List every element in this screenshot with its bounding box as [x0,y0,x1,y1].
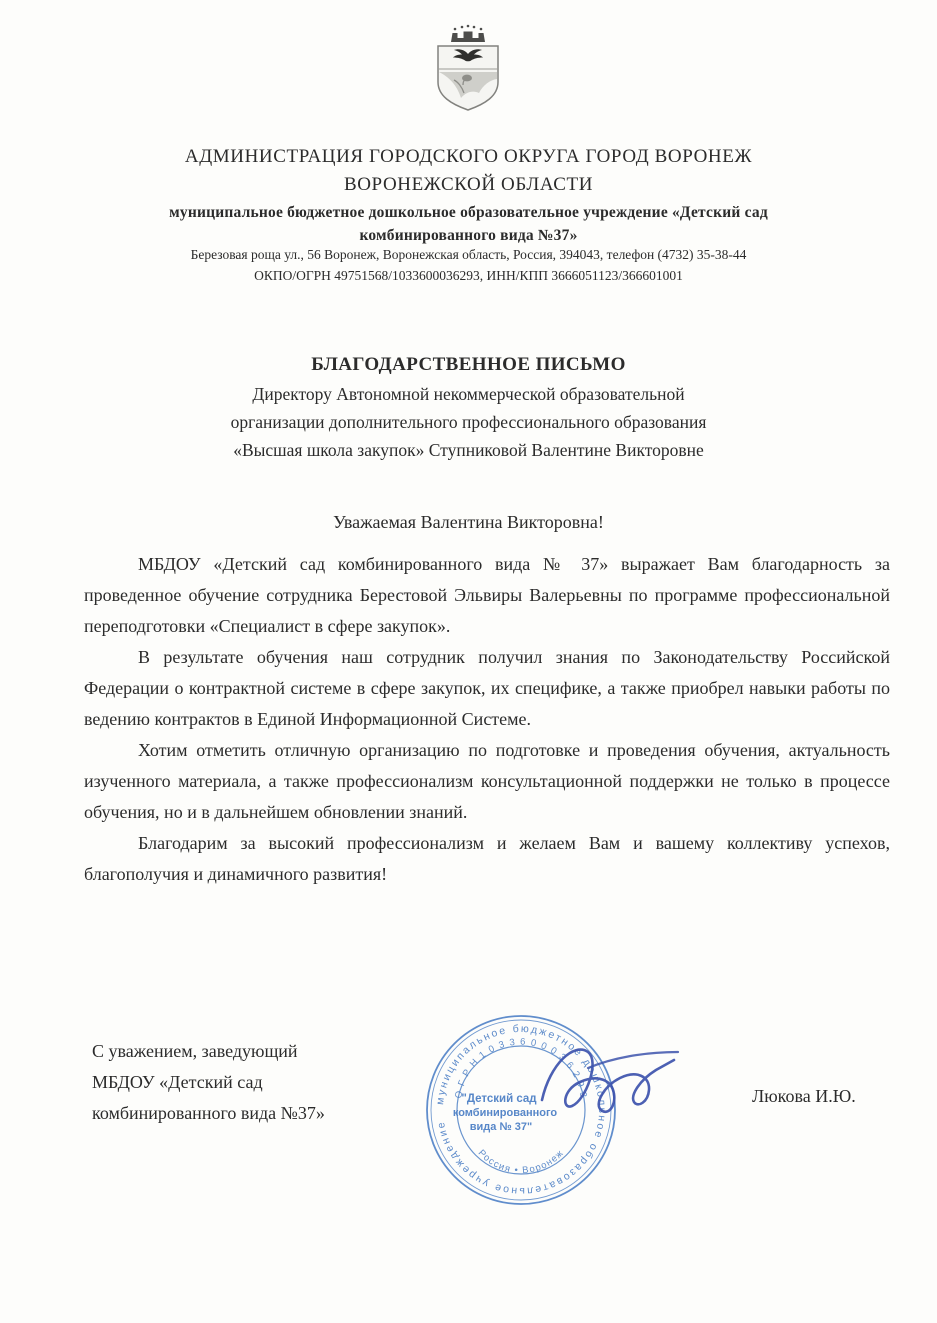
institution-address: Березовая роща ул., 56 Воронеж, Воронежская область, Россия, 394043, телефон (4732) 35-38-44 [190,247,747,262]
svg-text:Россия • Воронеж [476,1148,567,1177]
signatory-name: Люкова И.Ю. [752,1086,856,1106]
voronezh-coat-of-arms-icon [424,20,512,116]
letter-body [84,549,890,890]
institution-registration-numbers: ОКПО/ОГРН 49751568/1033600036293, ИНН/КПП 3666051123/366601001 [254,268,683,283]
institution-name-line2: комбинированного вида №37» [359,227,578,244]
stamp-center-line3: вида № 37" [469,1121,533,1133]
signature-svg [528,1022,688,1137]
stamp-center-line1: "Детский сад [461,1093,537,1105]
body-paragraph-1: МБДОУ «Детский сад комбинированного вида № 37» выражает Вам благодарность за проведенное обучение сотрудника Берестовой Эльвиры Валерьевны по программе профессиональной переподготовки «Специалист в сфере закупок». [84,554,890,636]
letter-title: БЛАГОДАРСТВЕННОЕ ПИСЬМО [311,354,626,375]
salutation: Уважаемая Валентина Викторовна! [333,512,604,532]
body-paragraph-3: Хотим отметить отличную организацию по подготовке и проведения обучения, актуальность изученного материала, а также профессионализм консультационной поддержки не только в процессе обучения, но и в дальнейшем обновлении знаний. [84,740,890,822]
stamp-bottom-text: Россия • Воронеж [475,1147,567,1177]
handwritten-signature [528,1022,688,1137]
closing-line3: комбинированного вида №37» [92,1103,325,1123]
stamp-center-line2: комбинированного [452,1107,558,1119]
stamp-ring-text: муниципальное бюджетное дошкольное образовательное учреждение [434,1022,609,1198]
addressee-line1: Директору Автономной некоммерческой образовательной [252,384,685,404]
addressee-line2: организации дополнительного профессионального образования [230,412,707,432]
stamp-ogrn-text: О Г Р Н 1 0 3 3 6 0 0 0 3 6 2 9 3 [453,1036,589,1100]
body-paragraph-4: Благодарим за высокий профессионализм и желаем Вам и вашему коллективу успехов, благополучия и динамичного развития! [84,833,890,884]
closing-line2: МБДОУ «Детский сад [92,1072,263,1092]
closing-line1: С уважением, заведующий [92,1041,298,1061]
institution-name-line1: муниципальное бюджетное дошкольное образовательное учреждение «Детский сад [169,204,768,221]
emblem-svg [424,20,512,116]
authority-name-line2: ВОРОНЕЖСКОЙ ОБЛАСТИ [343,174,594,195]
body-paragraph-2: В результате обучения наш сотрудник получил знания по Законодательству Российской Федерации о контрактной системе в сфере закупок, их специфике, а также приобрел навыки работы по ведению контрактов в Единой Информационной Системе. [84,647,890,729]
addressee-line3: «Высшая школа закупок» Ступниковой Валентине Викторовне [233,440,704,460]
authority-name-line1: АДМИНИСТРАЦИЯ ГОРОДСКОГО ОКРУГА ГОРОД ВОРОНЕЖ [184,146,753,167]
